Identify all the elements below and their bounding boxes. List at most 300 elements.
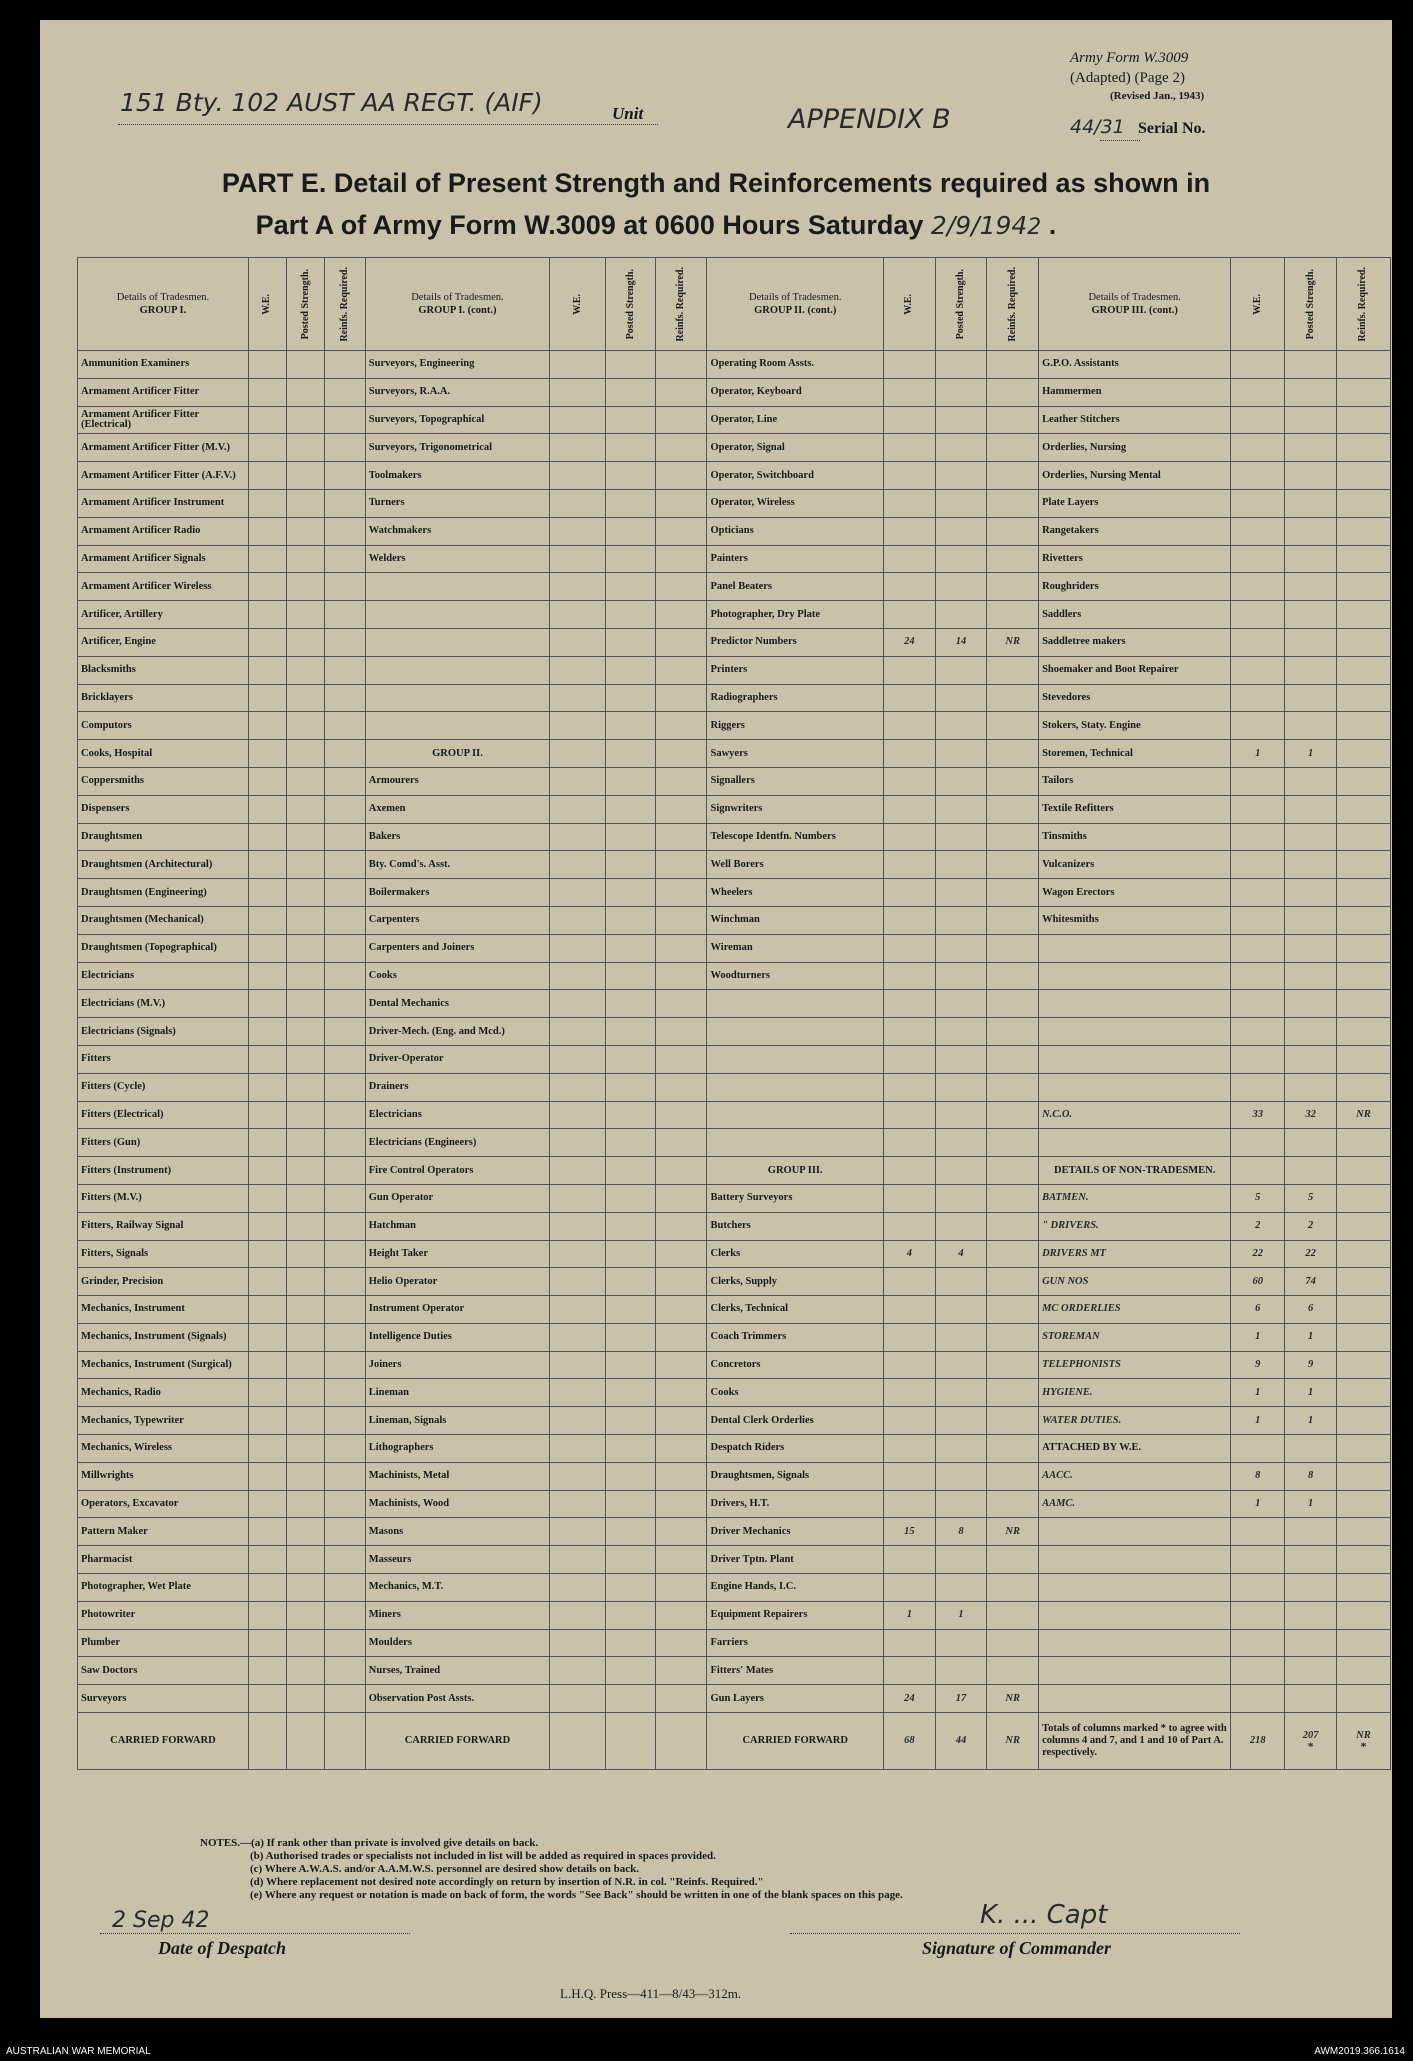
value-cell	[248, 1268, 286, 1296]
trade-cell	[1039, 962, 1231, 990]
value-cell	[606, 406, 655, 434]
value-cell	[606, 1323, 655, 1351]
value-cell	[248, 795, 286, 823]
table-row	[78, 351, 1391, 379]
value-cell	[1336, 1073, 1390, 1101]
value-cell	[606, 351, 655, 379]
trade-cell: AAMC.	[1039, 1490, 1231, 1518]
value-cell	[248, 1212, 286, 1240]
table-row	[78, 406, 1391, 434]
trade-cell: STOREMAN	[1039, 1323, 1231, 1351]
trade-cell: Artificer, Engine	[78, 628, 249, 656]
value-cell	[987, 1351, 1039, 1379]
value-cell	[550, 378, 606, 406]
trade-cell: Driver-Mech. (Eng. and Mcd.)	[365, 1018, 549, 1046]
trade-cell: Draughtsmen (Mechanical)	[78, 906, 249, 934]
value-cell	[1336, 962, 1390, 990]
value-cell	[325, 573, 365, 601]
value-cell	[248, 1184, 286, 1212]
value-cell	[606, 628, 655, 656]
trade-cell: Joiners	[365, 1351, 549, 1379]
value-cell	[287, 545, 325, 573]
value-cell	[1231, 1629, 1285, 1657]
trade-cell: Concretors	[707, 1351, 883, 1379]
table-row	[78, 1490, 1391, 1518]
value-cell	[248, 1462, 286, 1490]
value-cell	[935, 684, 987, 712]
value-cell	[1231, 1518, 1285, 1546]
value-cell	[1285, 1601, 1337, 1629]
table-row	[78, 851, 1391, 879]
table-row	[78, 517, 1391, 545]
value-cell	[325, 351, 365, 379]
table-row	[78, 1435, 1391, 1463]
trade-cell	[1039, 1045, 1231, 1073]
value-cell	[655, 601, 707, 629]
value-cell	[550, 1490, 606, 1518]
value-cell	[655, 489, 707, 517]
trade-cell: Wireman	[707, 934, 883, 962]
value-cell: 17	[935, 1685, 987, 1713]
value-cell	[606, 489, 655, 517]
value-cell	[987, 1018, 1039, 1046]
trade-cell: Plate Layers	[1039, 489, 1231, 517]
value-cell	[1231, 823, 1285, 851]
value-cell: 1	[1231, 1323, 1285, 1351]
value-cell	[287, 1018, 325, 1046]
value-cell	[325, 378, 365, 406]
value-cell	[883, 378, 935, 406]
value-cell	[1336, 1240, 1390, 1268]
trade-cell: Height Taker	[365, 1240, 549, 1268]
table-row	[78, 962, 1391, 990]
value-cell	[287, 628, 325, 656]
value-cell	[883, 1435, 935, 1463]
value-cell: 1	[1285, 1490, 1337, 1518]
table-row	[78, 712, 1391, 740]
value-cell	[655, 1379, 707, 1407]
value-cell	[655, 990, 707, 1018]
value-cell	[883, 517, 935, 545]
trade-cell: Coach Trimmers	[707, 1323, 883, 1351]
value-cell	[325, 628, 365, 656]
value-cell	[883, 1296, 935, 1324]
trade-cell: Clerks, Supply	[707, 1268, 883, 1296]
value-cell	[550, 1101, 606, 1129]
value-cell	[550, 1407, 606, 1435]
value-cell	[287, 1351, 325, 1379]
value-cell	[987, 1184, 1039, 1212]
value-cell	[935, 434, 987, 462]
trade-cell: Welders	[365, 545, 549, 573]
value-cell	[1231, 684, 1285, 712]
form-adapted: (Adapted) (Page 2)	[1070, 70, 1185, 86]
value-cell	[1285, 823, 1337, 851]
value-cell	[1231, 351, 1285, 379]
value-cell	[1231, 1073, 1285, 1101]
value-cell	[248, 1379, 286, 1407]
table-row	[78, 1101, 1391, 1129]
table-row	[78, 1129, 1391, 1157]
trade-cell	[1039, 1018, 1231, 1046]
trade-cell: Operator, Switchboard	[707, 462, 883, 490]
value-cell: 8	[935, 1518, 987, 1546]
value-cell	[1285, 1435, 1337, 1463]
value-cell	[550, 1574, 606, 1602]
value-cell	[883, 990, 935, 1018]
value-cell	[1231, 1435, 1285, 1463]
trade-cell: Saw Doctors	[78, 1657, 249, 1685]
despatch-date: 2 Sep 42	[112, 1908, 210, 1933]
value-cell	[935, 1045, 987, 1073]
value-cell	[935, 351, 987, 379]
value-cell	[287, 1518, 325, 1546]
value-cell	[1336, 489, 1390, 517]
trade-cell: Drivers, H.T.	[707, 1490, 883, 1518]
value-cell	[550, 1518, 606, 1546]
value-cell	[550, 434, 606, 462]
value-cell	[606, 656, 655, 684]
value-cell	[606, 1296, 655, 1324]
value-cell	[935, 462, 987, 490]
signature-line	[790, 1933, 1240, 1934]
value-cell	[325, 906, 365, 934]
value-cell	[935, 1212, 987, 1240]
trade-cell: AACC.	[1039, 1462, 1231, 1490]
value-cell: 1	[1231, 1379, 1285, 1407]
trade-cell: Surveyors, R.A.A.	[365, 378, 549, 406]
value-cell	[248, 517, 286, 545]
printer-imprint: L.H.Q. Press—411—8/43—312m.	[560, 1986, 742, 2001]
title-line-2: Part A of Army Form W.3009 at 0600 Hours Saturday 2/9/1942 .	[255, 210, 1057, 240]
value-cell	[550, 1546, 606, 1574]
value-cell	[606, 1574, 655, 1602]
value-cell	[1336, 1184, 1390, 1212]
trade-cell: Rangetakers	[1039, 517, 1231, 545]
value-cell	[1336, 851, 1390, 879]
value-cell	[550, 1629, 606, 1657]
trade-cell: Cooks, Hospital	[78, 740, 249, 768]
value-cell	[655, 1045, 707, 1073]
value-cell	[655, 823, 707, 851]
table-row	[78, 740, 1391, 768]
trade-cell: Mechanics, Instrument (Signals)	[78, 1323, 249, 1351]
value-cell	[325, 684, 365, 712]
value-cell	[325, 517, 365, 545]
value-cell	[606, 851, 655, 879]
trade-cell: Masseurs	[365, 1546, 549, 1574]
table-row	[78, 1379, 1391, 1407]
value-cell	[1285, 767, 1337, 795]
value-cell	[1285, 990, 1337, 1018]
trade-cell: Surveyors, Trigonometrical	[365, 434, 549, 462]
value-cell	[550, 962, 606, 990]
value-cell	[248, 628, 286, 656]
value-cell: 5	[1285, 1184, 1337, 1212]
trade-cell: Fitters (Instrument)	[78, 1157, 249, 1185]
value-cell: NR	[987, 1518, 1039, 1546]
trade-cell: Armament Artificer Fitter (A.F.V.)	[78, 462, 249, 490]
value-cell	[883, 601, 935, 629]
value-cell	[325, 795, 365, 823]
value-cell	[248, 601, 286, 629]
value-cell	[550, 851, 606, 879]
value-cell	[1285, 1546, 1337, 1574]
trade-cell	[365, 656, 549, 684]
title-year-suffix: 2	[1027, 215, 1042, 240]
value-cell	[287, 1379, 325, 1407]
value-cell	[1336, 1323, 1390, 1351]
value-cell	[287, 990, 325, 1018]
trade-cell: Miners	[365, 1601, 549, 1629]
value-cell	[655, 1546, 707, 1574]
value-cell	[550, 740, 606, 768]
value-cell	[655, 1574, 707, 1602]
trade-cell: Stokers, Staty. Engine	[1039, 712, 1231, 740]
value-cell	[655, 1296, 707, 1324]
value-cell	[1285, 1685, 1337, 1713]
value-cell	[550, 823, 606, 851]
value-cell	[606, 1685, 655, 1713]
totals-reinfs	[1336, 1713, 1390, 1770]
value-cell	[883, 823, 935, 851]
value-cell	[287, 1490, 325, 1518]
value-cell	[550, 1018, 606, 1046]
value-cell	[987, 1268, 1039, 1296]
value-cell	[1285, 1129, 1337, 1157]
value-cell	[935, 906, 987, 934]
trade-cell: Blacksmiths	[78, 656, 249, 684]
table-row	[78, 545, 1391, 573]
value-cell: 6	[1285, 1296, 1337, 1324]
value-cell	[550, 712, 606, 740]
trade-cell	[1039, 1073, 1231, 1101]
value-cell	[248, 573, 286, 601]
value-cell	[655, 1685, 707, 1713]
value-cell	[883, 767, 935, 795]
value-cell	[655, 1518, 707, 1546]
value-cell	[883, 906, 935, 934]
value-cell	[248, 1490, 286, 1518]
value-cell	[248, 740, 286, 768]
value-cell	[1336, 712, 1390, 740]
value-cell	[325, 851, 365, 879]
trade-cell: Mechanics, Instrument (Surgical)	[78, 1351, 249, 1379]
value-cell	[248, 1601, 286, 1629]
trade-cell: Signallers	[707, 767, 883, 795]
trade-cell: Predictor Numbers	[707, 628, 883, 656]
value-cell	[1231, 851, 1285, 879]
value-cell	[287, 851, 325, 879]
note-line: NOTES.—(a) If rank other than private is involved give details on back.	[200, 1837, 539, 1849]
value-cell	[1336, 823, 1390, 851]
serial-underline	[1100, 140, 1140, 141]
value-cell	[325, 1296, 365, 1324]
carried-forward-reinfs: NR	[987, 1713, 1039, 1770]
note-line: (b) Authorised trades or specialists not included in list will be added as required in spaces provided.	[250, 1850, 716, 1862]
trade-cell: Engine Hands, I.C.	[707, 1574, 883, 1602]
value-cell	[550, 767, 606, 795]
trade-cell: Millwrights	[78, 1462, 249, 1490]
value-cell	[883, 1546, 935, 1574]
trade-cell: Clerks	[707, 1240, 883, 1268]
value-cell	[248, 1045, 286, 1073]
value-cell	[655, 1018, 707, 1046]
value-cell	[287, 1462, 325, 1490]
value-cell	[1336, 573, 1390, 601]
trade-cell: Printers	[707, 656, 883, 684]
value-cell	[1231, 879, 1285, 907]
value-cell	[987, 1490, 1039, 1518]
value-cell	[1231, 1018, 1285, 1046]
value-cell	[987, 1657, 1039, 1685]
value-cell	[606, 962, 655, 990]
trade-cell	[365, 601, 549, 629]
value-cell	[655, 879, 707, 907]
value-cell	[655, 1073, 707, 1101]
value-cell: 5	[1231, 1184, 1285, 1212]
trade-cell	[707, 1018, 883, 1046]
value-cell	[325, 712, 365, 740]
value-cell	[550, 462, 606, 490]
value-cell	[1285, 795, 1337, 823]
trade-cell: Mechanics, Instrument	[78, 1296, 249, 1324]
value-cell	[1231, 767, 1285, 795]
note-line: (d) Where replacement not desired note accordingly on return by insertion of N.R. in col. "Reinfs. Required."	[250, 1876, 764, 1888]
value-cell	[883, 740, 935, 768]
value-cell: 1	[1285, 1407, 1337, 1435]
value-cell	[325, 1101, 365, 1129]
value-cell	[1285, 962, 1337, 990]
value-cell	[987, 767, 1039, 795]
value-cell	[1231, 934, 1285, 962]
value-cell: 9	[1285, 1351, 1337, 1379]
value-cell	[935, 1129, 987, 1157]
value-cell	[287, 351, 325, 379]
form-name: Army Form W.3009	[1070, 50, 1189, 66]
value-cell	[883, 1129, 935, 1157]
notes-block	[200, 1837, 903, 1902]
note-line: (c) Where A.W.A.S. and/or A.A.M.W.S. personnel are desired show details on back.	[250, 1863, 640, 1875]
trade-cell: " DRIVERS.	[1039, 1212, 1231, 1240]
value-cell	[1336, 434, 1390, 462]
value-cell	[325, 1629, 365, 1657]
trade-cell: Radiographers	[707, 684, 883, 712]
value-cell	[1231, 406, 1285, 434]
value-cell	[987, 795, 1039, 823]
value-cell	[987, 1407, 1039, 1435]
value-cell	[987, 573, 1039, 601]
value-cell	[987, 406, 1039, 434]
table-row	[78, 1574, 1391, 1602]
value-cell	[883, 434, 935, 462]
value-cell	[883, 1574, 935, 1602]
value-cell: 60	[1231, 1268, 1285, 1296]
value-cell	[883, 351, 935, 379]
trade-cell: Telescope Identfn. Numbers	[707, 823, 883, 851]
trade-cell: Operators, Excavator	[78, 1490, 249, 1518]
value-cell	[987, 1546, 1039, 1574]
trade-cell: Riggers	[707, 712, 883, 740]
trade-cell: Dispensers	[78, 795, 249, 823]
trade-cell: Operator, Keyboard	[707, 378, 883, 406]
value-cell: 6	[1231, 1296, 1285, 1324]
table-row	[78, 795, 1391, 823]
trade-cell: Fitters' Mates	[707, 1657, 883, 1685]
trade-cell	[707, 1045, 883, 1073]
trade-cell: Boilermakers	[365, 879, 549, 907]
trade-cell: Intelligence Duties	[365, 1323, 549, 1351]
value-cell	[883, 1073, 935, 1101]
value-cell: NR	[987, 628, 1039, 656]
trade-cell: Lithographers	[365, 1435, 549, 1463]
value-cell	[1285, 351, 1337, 379]
value-cell	[655, 1101, 707, 1129]
value-cell	[287, 406, 325, 434]
value-cell	[655, 462, 707, 490]
value-cell	[1285, 712, 1337, 740]
unit-name: 151 Bty. 102 AUST AA REGT. (AIF)	[120, 88, 543, 117]
value-cell	[606, 1629, 655, 1657]
value-cell	[987, 906, 1039, 934]
serial-label: Serial No.	[1138, 120, 1206, 137]
value-cell	[287, 823, 325, 851]
value-cell	[550, 1379, 606, 1407]
value-cell	[1231, 962, 1285, 990]
value-cell	[606, 434, 655, 462]
value-cell	[655, 1240, 707, 1268]
trade-cell: Plumber	[78, 1629, 249, 1657]
value-cell	[987, 434, 1039, 462]
value-cell	[655, 1629, 707, 1657]
table-row	[78, 462, 1391, 490]
value-cell	[935, 1629, 987, 1657]
value-cell	[550, 1296, 606, 1324]
trade-cell: Signwriters	[707, 795, 883, 823]
signature-label: Signature of Commander	[922, 1938, 1112, 1958]
value-cell	[935, 1157, 987, 1185]
value-cell	[655, 656, 707, 684]
value-cell	[325, 1601, 365, 1629]
value-cell	[987, 351, 1039, 379]
trade-cell: Armourers	[365, 767, 549, 795]
value-cell	[883, 1323, 935, 1351]
value-cell	[655, 1713, 707, 1770]
value-cell	[325, 1574, 365, 1602]
value-cell	[883, 879, 935, 907]
value-cell	[287, 601, 325, 629]
value-cell	[287, 767, 325, 795]
value-cell	[987, 962, 1039, 990]
trade-cell: Well Borers	[707, 851, 883, 879]
trade-cell: Mechanics, Typewriter	[78, 1407, 249, 1435]
table-row	[78, 1157, 1391, 1185]
table-row	[78, 1546, 1391, 1574]
value-cell	[883, 1212, 935, 1240]
value-cell	[248, 1574, 286, 1602]
value-cell	[883, 1101, 935, 1129]
value-cell	[248, 1407, 286, 1435]
value-cell	[1336, 684, 1390, 712]
trade-cell: Tailors	[1039, 767, 1231, 795]
table-row	[78, 1296, 1391, 1324]
trade-cell: Sawyers	[707, 740, 883, 768]
value-cell	[987, 1629, 1039, 1657]
value-cell	[935, 1351, 987, 1379]
value-cell	[987, 1240, 1039, 1268]
trade-cell: Mechanics, Radio	[78, 1379, 249, 1407]
value-cell	[1336, 1045, 1390, 1073]
